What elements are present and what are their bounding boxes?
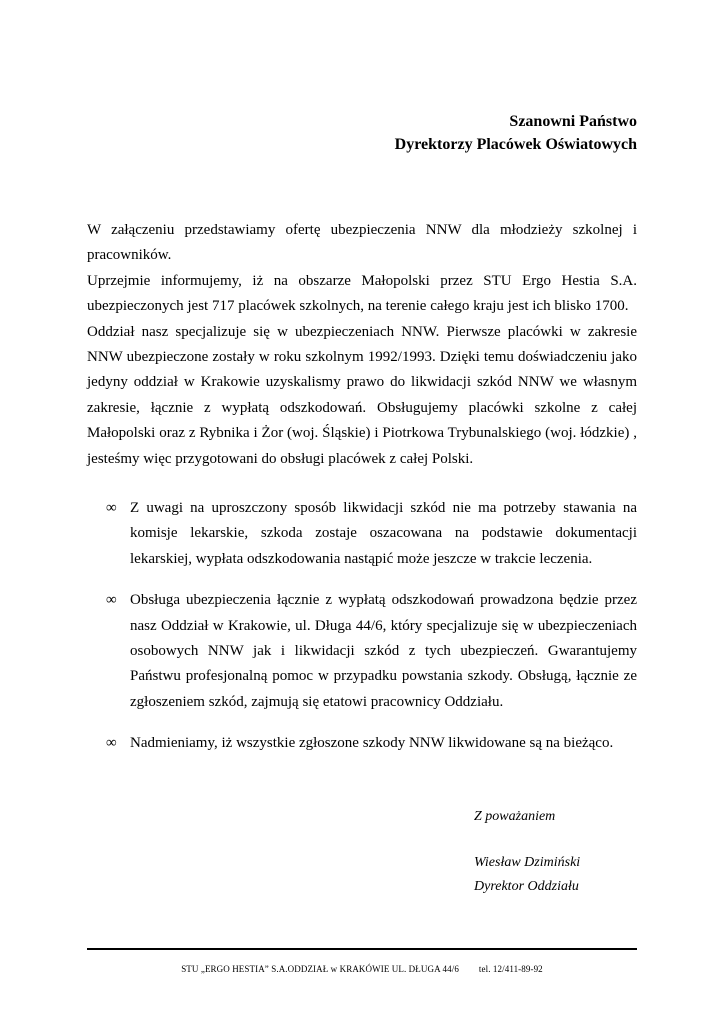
addressee-line-2: Dyrektorzy Placówek Oświatowych [394, 136, 637, 153]
addressee-line-1: Szanowni Państwo [509, 113, 637, 130]
intro-section [87, 218, 637, 472]
footer [87, 964, 637, 974]
intro-paragraph: Uprzejmie informujemy, iż na obszarze Małopolski przez STU Ergo Hestia S.A. ubezpieczonych jest 717 placówek szkolnych, na terenie całego kraju jest ich blisko 1700. [87, 272, 637, 315]
bullet-text: Nadmieniamy, iż wszystkie zgłoszone szkody NNW likwidowane są na bieżąco. [130, 735, 614, 752]
bullet-item [87, 588, 637, 715]
addressee-block [395, 110, 637, 156]
bullet-list [87, 496, 637, 773]
footer-phone: tel. 12/411-89-92 [478, 964, 543, 974]
bullet-text: Z uwagi na uproszczony sposób likwidacji szkód nie ma potrzeby stawania na komisje lekarskie, szkoda zostaje oszacowana na podstawie dokumentacji lekarskiej, wypłata odszkodowania nastąpić może jeszcze w trakcie leczenia. [130, 500, 637, 567]
closing-text: Z poważaniem [474, 809, 556, 824]
infinity-bullet-icon: ∞ [106, 735, 117, 752]
bullet-item [87, 496, 637, 572]
footer-address: STU „ERGO HESTIA” S.A.ODDZIAŁ w KRAKÓWIE UL. DŁUGA 44/6 [181, 964, 459, 974]
intro-paragraph: W załączeniu przedstawiamy ofertę ubezpieczenia NNW dla młodzieży szkolnej i pracowników. [87, 222, 637, 264]
signature-block [474, 805, 580, 899]
bullet-text: Obsługa ubezpieczenia łącznie z wypłatą odszkodowań prowadzona będzie przez nasz Oddział w Krakowie, ul. Długa 44/6, który specjalizuje się w ubezpieczeniach osobowych NNW jak i likwidacji szkód z tych ubezpieczeń. Gwarantujemy Państwu profesjonalną pomoc w przypadku powstania szkody. Obsługą, łącznie ze zgłoszeniem szkód, zajmują się etatowi pracownicy Oddziału. [130, 592, 637, 710]
intro-paragraph: Oddział nasz specjalizuje się w ubezpieczeniach NNW. Pierwsze placówki w zakresie NNW ubezpieczone zostały w roku szkolnym 1992/1993. Dzięki temu doświadczeniu jako jedyny oddział w Krakowie uzyskalismy prawo do likwidacji szkód NNW we własnym zakresie, łącznie z wypłatą odszkodowań. Obsługujemy placówki szkolne z całej Małopolski oraz z Rybnika i Żor (woj. Śląskie) i Piotrkowa Trybunalskiego (woj. łódzkie) , jesteśmy więc przygotowani do obsługi placówek z całej Polski. [87, 323, 637, 467]
infinity-bullet-icon: ∞ [106, 592, 117, 609]
signer-name: Wiesław Dzimiński [474, 855, 581, 870]
footer-divider [87, 948, 637, 950]
infinity-bullet-icon: ∞ [106, 500, 117, 516]
signer-title: Dyrektor Oddziału [474, 879, 579, 894]
bullet-item [87, 731, 637, 756]
